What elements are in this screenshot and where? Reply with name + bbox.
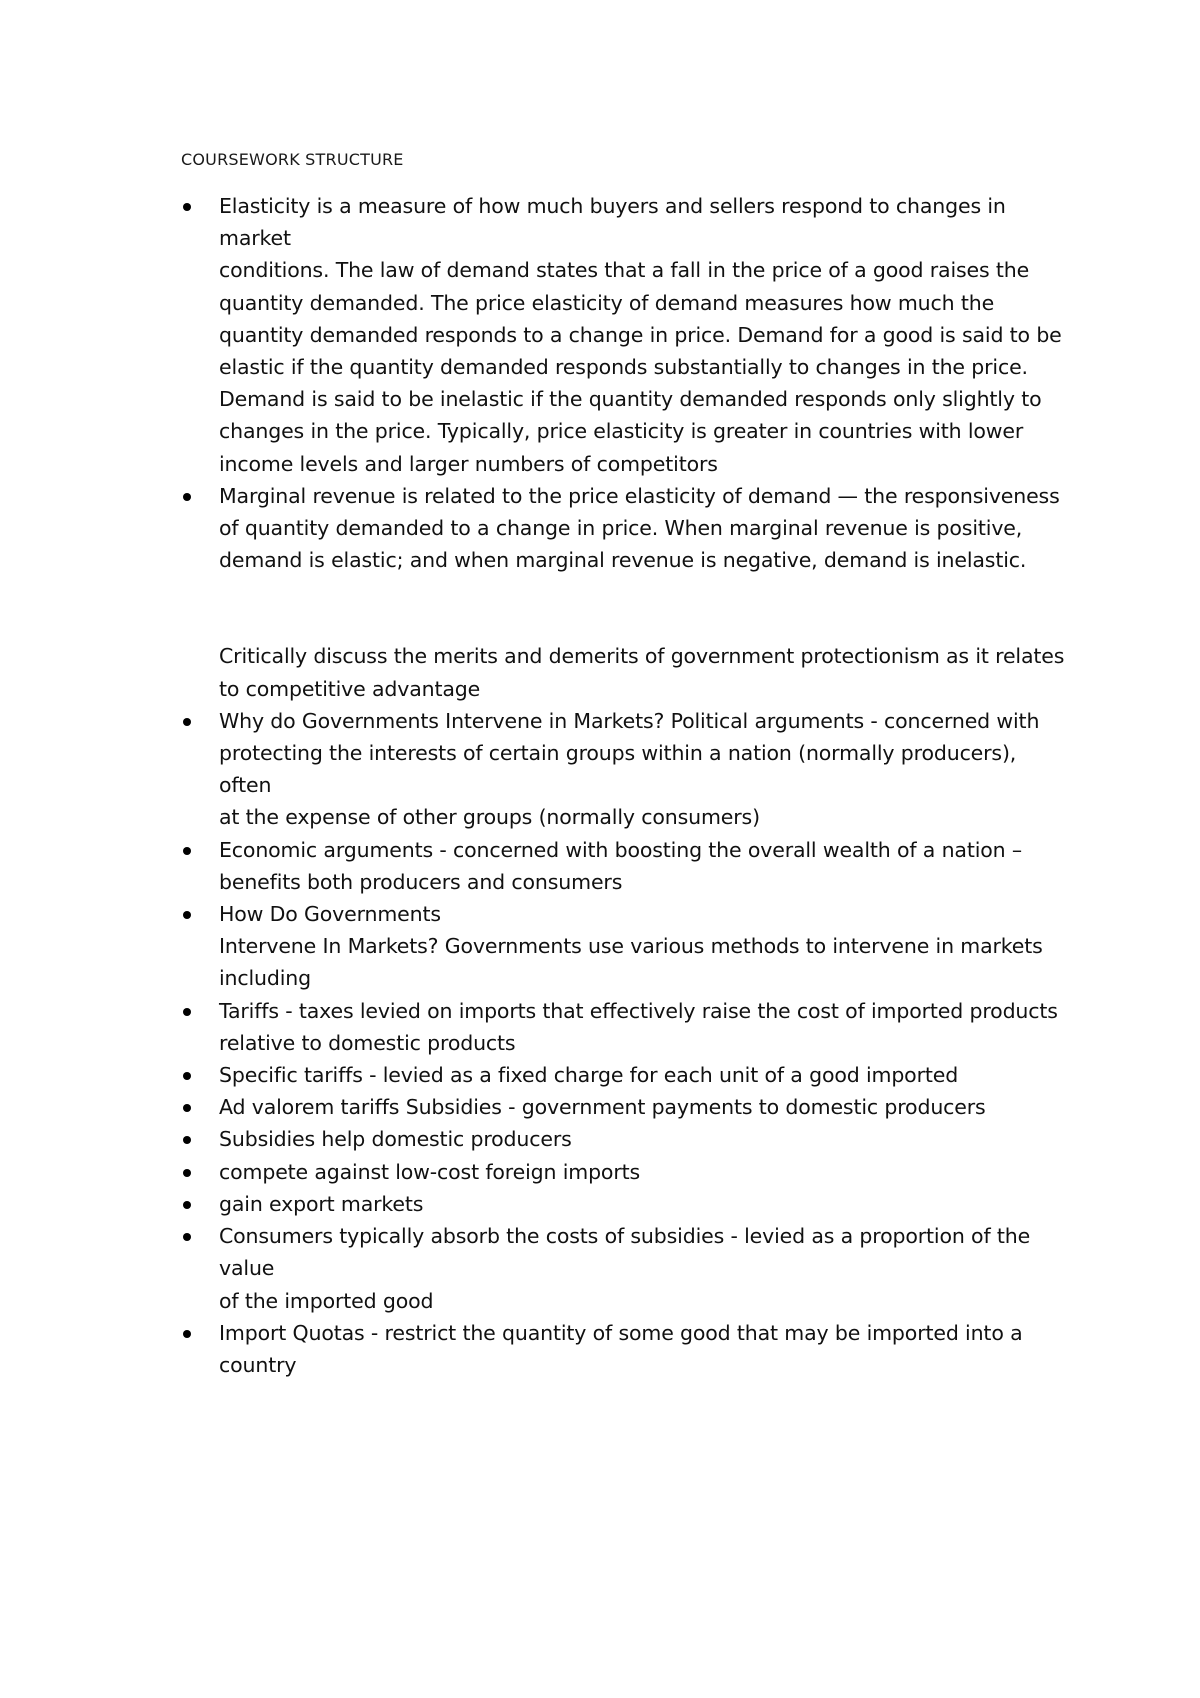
bullet-list-elasticity: [181, 190, 1071, 576]
bullet-icon: [183, 1104, 191, 1112]
list-item: [181, 898, 1071, 995]
text-line: country: [219, 1352, 297, 1377]
list-item: [181, 190, 1071, 480]
text-line: Import Quotas - restrict the quantity of some good that may be imported into a: [219, 1320, 1023, 1345]
list-item: [181, 480, 1071, 577]
bullet-icon: [183, 1072, 191, 1080]
text-line: relative to domestic products: [219, 1030, 516, 1055]
text-line: benefits both producers and consumers: [219, 869, 623, 894]
text-line: to competitive advantage: [219, 676, 481, 701]
text-line: Elasticity is a measure of how much buyers and sellers respond to changes in market: [219, 194, 1006, 251]
text-line: Specific tariffs - levied as a fixed charge for each unit of a good imported: [219, 1063, 959, 1088]
text-line: Why do Governments Intervene in Markets? Political arguments - concerned with: [219, 708, 1040, 733]
text-line: conditions. The law of demand states that a fall in the price of a good raises the: [219, 258, 1030, 283]
text-line: Ad valorem tariffs Subsidies - government payments to domestic producers: [219, 1095, 986, 1120]
list-item: [181, 1091, 1071, 1123]
document-body: [181, 190, 1071, 1381]
text-line: including: [219, 966, 312, 991]
text-line: elastic if the quantity demanded responds substantially to changes in the price.: [219, 355, 1028, 380]
text-line: at the expense of other groups (normally consumers): [219, 805, 760, 830]
text-line: protecting the interests of certain groups within a nation (normally producers), often: [219, 741, 1017, 798]
discussion-question: [181, 640, 1071, 704]
list-item: [181, 1188, 1071, 1220]
document-heading: COURSEWORK STRUCTURE: [181, 150, 404, 169]
text-line: Demand is said to be inelastic if the quantity demanded responds only slightly to: [219, 387, 1042, 412]
text-line: of quantity demanded to a change in price. When marginal revenue is positive,: [219, 516, 1023, 541]
text-line: Critically discuss the merits and demerits of government protectionism as it relates: [219, 644, 1065, 669]
text-line: changes in the price. Typically, price elasticity is greater in countries with lower: [219, 419, 1024, 444]
list-item: [181, 1156, 1071, 1188]
bullet-icon: [183, 1008, 191, 1016]
text-line: Marginal revenue is related to the price elasticity of demand — the responsiveness: [219, 483, 1060, 508]
bullet-icon: [183, 1330, 191, 1338]
text-line: compete against low-cost foreign imports: [219, 1159, 641, 1184]
list-item: [181, 705, 1071, 834]
text-line: gain export markets: [219, 1191, 424, 1216]
text-line: quantity demanded responds to a change in price. Demand for a good is said to be: [219, 322, 1062, 347]
bullet-list-protectionism: [181, 705, 1071, 1381]
text-line: Intervene In Markets? Governments use various methods to intervene in markets: [219, 934, 1043, 959]
bullet-icon: [183, 203, 191, 211]
bullet-icon: [183, 493, 191, 501]
text-line: quantity demanded. The price elasticity of demand measures how much the: [219, 290, 995, 315]
text-line: income levels and larger numbers of competitors: [219, 451, 718, 476]
list-item: [181, 1123, 1071, 1155]
text-line: How Do Governments: [219, 902, 441, 927]
list-item: [181, 834, 1071, 898]
bullet-icon: [183, 847, 191, 855]
bullet-icon: [183, 1136, 191, 1144]
bullet-icon: [183, 1233, 191, 1241]
text-line: demand is elastic; and when marginal revenue is negative, demand is inelastic.: [219, 548, 1027, 573]
text-line: of the imported good: [219, 1288, 434, 1313]
bullet-icon: [183, 718, 191, 726]
bullet-icon: [183, 1201, 191, 1209]
list-item: [181, 1059, 1071, 1091]
text-line: Economic arguments - concerned with boosting the overall wealth of a nation –: [219, 837, 1022, 862]
list-item: [181, 1317, 1071, 1381]
list-item: [181, 1220, 1071, 1317]
text-line: Subsidies help domestic producers: [219, 1127, 572, 1152]
list-item: [181, 995, 1071, 1059]
spacer: [181, 576, 1071, 640]
text-line: Consumers typically absorb the costs of subsidies - levied as a proportion of the value: [219, 1224, 1031, 1281]
bullet-icon: [183, 911, 191, 919]
bullet-icon: [183, 1169, 191, 1177]
text-line: Tariffs - taxes levied on imports that effectively raise the cost of imported products: [219, 998, 1058, 1023]
